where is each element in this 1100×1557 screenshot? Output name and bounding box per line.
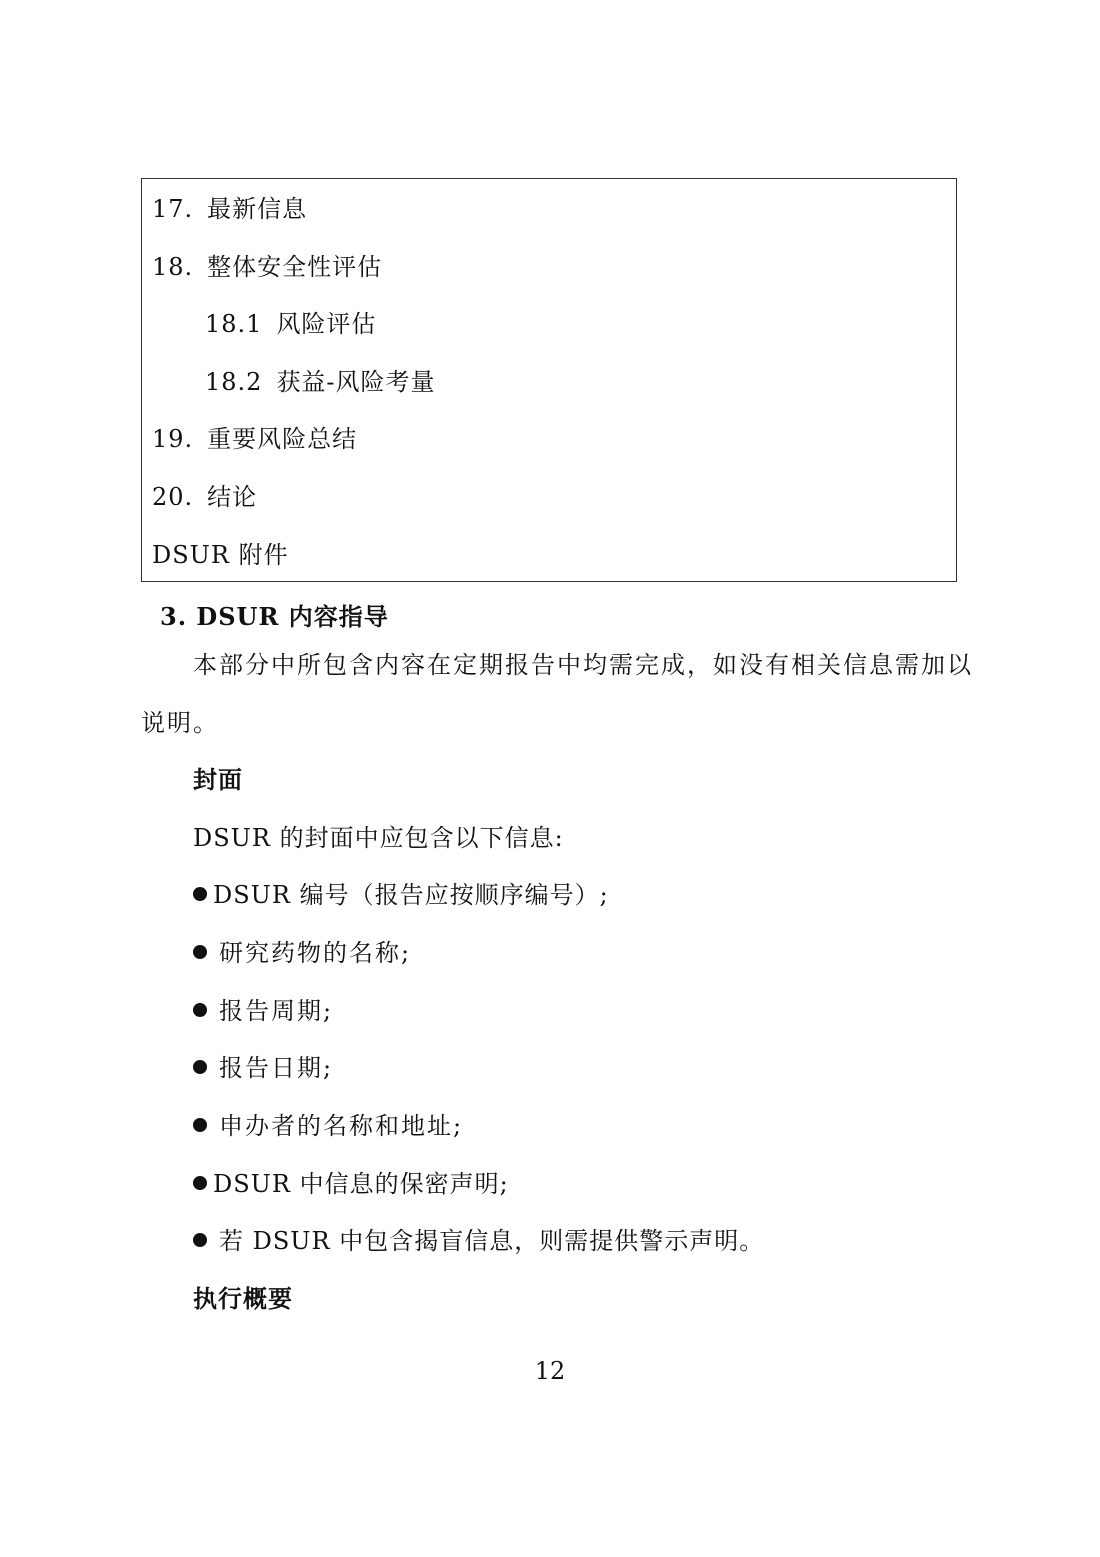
cover-bullet-3 bbox=[193, 996, 333, 1026]
bullet-icon bbox=[193, 1003, 207, 1017]
cover-bullet-6 bbox=[193, 1169, 509, 1199]
bullet-text: 若 DSUR 中包含揭盲信息，则需提供警示声明。 bbox=[219, 1227, 765, 1255]
toc-item-label: 获益-风险考量 bbox=[276, 368, 436, 396]
toc-item-number: 17. bbox=[152, 195, 194, 223]
bullet-text: DSUR 编号（报告应按顺序编号）; bbox=[213, 881, 609, 909]
toc-item-18-1 bbox=[205, 309, 376, 339]
toc-item-label: 重要风险总结 bbox=[207, 425, 358, 453]
toc-item-17 bbox=[152, 194, 307, 224]
cover-bullet-7 bbox=[193, 1226, 764, 1256]
bullet-text: 报告周期; bbox=[219, 997, 334, 1025]
bullet-text: 研究药物的名称; bbox=[219, 939, 412, 967]
toc-item-18 bbox=[152, 252, 382, 282]
cover-bullet-5 bbox=[193, 1111, 463, 1141]
intro-paragraph-line-1: 本部分中所包含内容在定期报告中均需完成，如没有相关信息需加以 bbox=[193, 651, 973, 679]
cover-lead: DSUR 的封面中应包含以下信息: bbox=[193, 824, 564, 852]
bullet-icon bbox=[193, 1060, 207, 1074]
bullet-icon bbox=[193, 1118, 207, 1132]
bullet-icon bbox=[193, 945, 207, 959]
cover-bullet-1 bbox=[193, 880, 609, 910]
bullet-text: DSUR 中信息的保密声明; bbox=[213, 1170, 509, 1198]
toc-item-label: 结论 bbox=[207, 483, 258, 511]
toc-item-label: 风险评估 bbox=[276, 310, 377, 338]
toc-item-20 bbox=[152, 482, 257, 512]
cover-bullet-4 bbox=[193, 1053, 333, 1083]
cover-bullet-2 bbox=[193, 938, 411, 968]
toc-item-number: 20. bbox=[152, 483, 194, 511]
bullet-icon bbox=[193, 1233, 207, 1247]
section-heading: 3. DSUR 内容指导 bbox=[160, 602, 389, 631]
toc-item-label: DSUR 附件 bbox=[152, 541, 289, 569]
bullet-icon bbox=[193, 887, 207, 901]
page-number: 12 bbox=[534, 1357, 566, 1385]
toc-item-number: 18. bbox=[152, 253, 194, 281]
bullet-text: 报告日期; bbox=[219, 1054, 334, 1082]
bullet-text: 申办者的名称和地址; bbox=[219, 1112, 464, 1140]
executive-summary-heading: 执行概要 bbox=[193, 1284, 293, 1313]
toc-item-number: 18.2 bbox=[205, 368, 263, 396]
toc-item-number: 18.1 bbox=[205, 310, 263, 338]
toc-item-19 bbox=[152, 424, 357, 454]
bullet-icon bbox=[193, 1176, 207, 1190]
toc-item-label: 最新信息 bbox=[207, 195, 308, 223]
toc-item-number: 19. bbox=[152, 425, 194, 453]
toc-item-annex bbox=[152, 540, 289, 570]
intro-paragraph-line-2: 说明。 bbox=[141, 709, 219, 737]
toc-item-label: 整体安全性评估 bbox=[207, 253, 383, 281]
cover-heading: 封面 bbox=[193, 765, 243, 794]
toc-item-18-2 bbox=[205, 367, 436, 397]
